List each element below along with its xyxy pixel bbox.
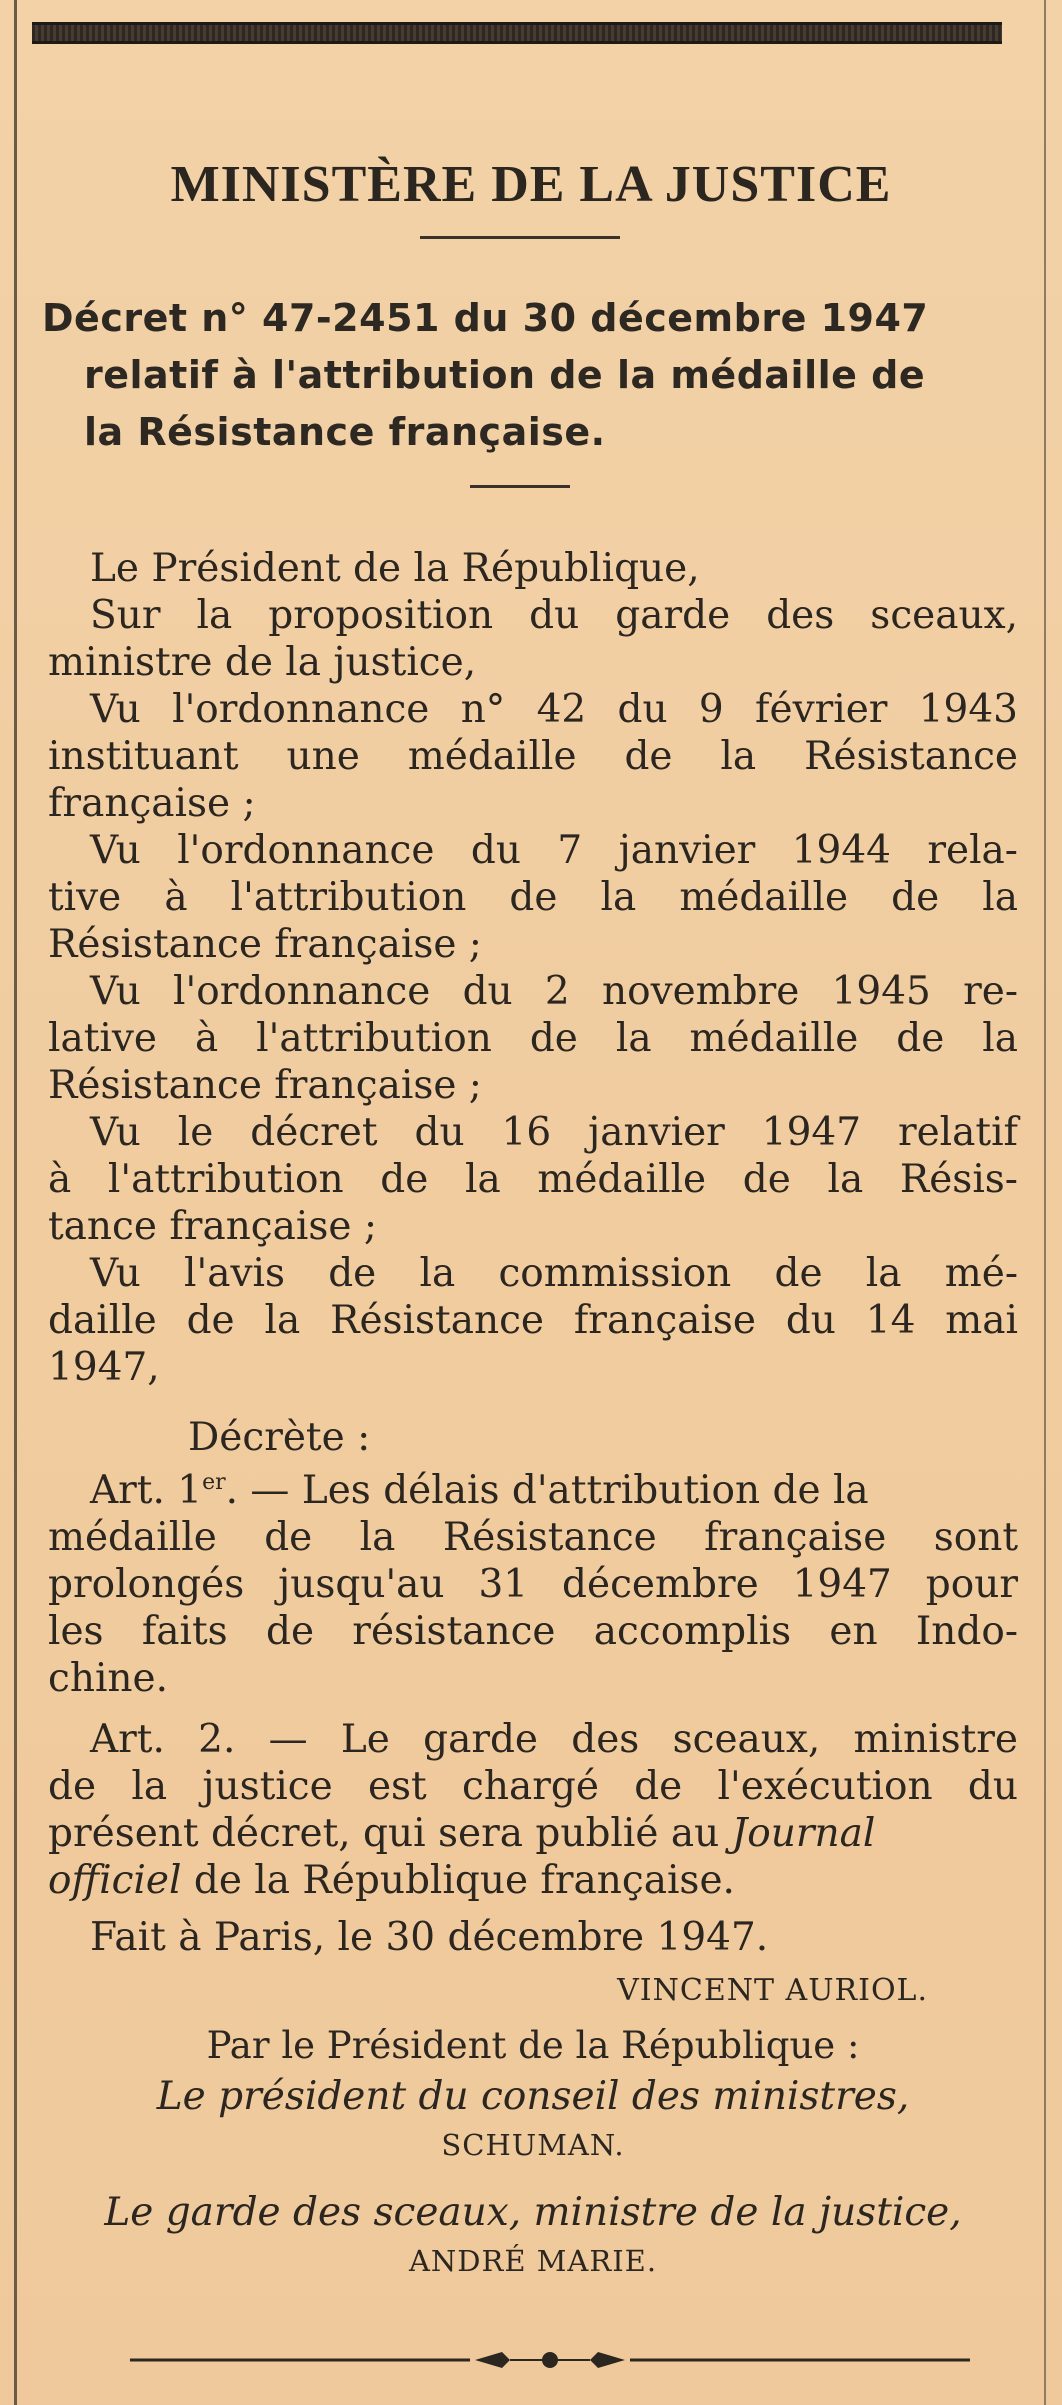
decrete-heading: Décrète : — [188, 1415, 371, 1460]
body-line: Résistance française ; — [48, 922, 482, 967]
decree-title-line: la Résistance française. — [84, 410, 606, 454]
title-divider — [470, 485, 570, 488]
signature-auriol: VINCENT AURIOL. — [617, 1973, 928, 2008]
body-line: ministre de la justice, — [48, 640, 477, 685]
body-line: daille de la Résistance française du 14 mai — [48, 1298, 1018, 1343]
fait-a-paris: Fait à Paris, le 30 décembre 1947. — [90, 1915, 769, 1960]
journal-italic: Journal — [731, 1811, 876, 1856]
body-line: médaille de la Résistance française sont — [48, 1515, 1018, 1560]
body-line: les faits de résistance accomplis en Indo- — [48, 1609, 1018, 1654]
body-line: Sur la proposition du garde des sceaux, — [90, 593, 1018, 638]
body-line: instituant une médaille de la Résistance — [48, 734, 1018, 779]
body-line: 1947, — [48, 1345, 160, 1390]
ministry-heading: MINISTÈRE DE LA JUSTICE — [170, 156, 892, 213]
body-line: Vu l'ordonnance du 2 novembre 1945 re- — [90, 969, 1018, 1014]
decree-body — [48, 545, 1018, 2283]
bottom-ornament-rule — [130, 2350, 970, 2370]
officiel-italic: officiel — [48, 1858, 182, 1903]
role-garde-des-sceaux: Le garde des sceaux, ministre de la justice, — [104, 2190, 962, 2235]
role-president-conseil: Le président du conseil des ministres, — [156, 2074, 910, 2119]
body-line: Résistance française ; — [48, 1063, 482, 1108]
article-1-number: Art. 1 — [90, 1468, 203, 1513]
article-2-line — [48, 1810, 1018, 1857]
body-line: Vu l'ordonnance du 7 janvier 1944 rela- — [90, 828, 1018, 873]
article-2-line: de la justice est chargé de l'exécution du — [48, 1764, 1018, 1809]
article-1-superscript: er — [202, 1470, 226, 1495]
body-line: Vu l'ordonnance n° 42 du 9 février 1943 — [90, 687, 1018, 732]
body-line: tance française ; — [48, 1204, 378, 1249]
body-line: Le Président de la République, — [90, 546, 700, 591]
body-line: Vu le décret du 16 janvier 1947 relatif — [90, 1110, 1018, 1155]
signature-andre-marie: ANDRÉ MARIE. — [408, 2244, 658, 2278]
article-2-line: Art. 2. — Le garde des sceaux, ministre — [90, 1717, 1018, 1762]
right-column-rule — [1044, 0, 1046, 2405]
body-line: française ; — [48, 781, 256, 826]
body-line: à l'attribution de la médaille de la Résis- — [48, 1157, 1018, 1202]
body-line: prolongés jusqu'au 31 décembre 1947 pour — [48, 1562, 1018, 1607]
body-line: chine. — [48, 1656, 169, 1701]
article-2-line — [48, 1857, 1018, 1904]
signature-schuman: SCHUMAN. — [441, 2128, 625, 2162]
left-column-rule — [14, 0, 17, 2405]
decree-title-line: relatif à l'attribution de la médaille de — [84, 353, 926, 397]
body-line: Vu l'avis de la commission de la mé- — [90, 1251, 1018, 1296]
article-1-first-line — [48, 1467, 1018, 1514]
article-2-text: présent décret, qui sera publié au — [48, 1811, 720, 1856]
decree-title-line: Décret n° 47-2451 du 30 décembre 1947 — [42, 296, 929, 340]
body-line: tive à l'attribution de la médaille de la — [48, 875, 1018, 920]
top-heavy-rule — [32, 22, 1002, 44]
article-2-text: de la République française. — [193, 1858, 735, 1903]
par-le-president: Par le Président de la République : — [206, 2024, 860, 2067]
article-1-text: . — Les délais d'attribution de la — [225, 1468, 869, 1513]
body-line: lative à l'attribution de la médaille de la — [48, 1016, 1018, 1061]
decree-title — [42, 290, 1017, 461]
heading-divider — [420, 236, 620, 239]
